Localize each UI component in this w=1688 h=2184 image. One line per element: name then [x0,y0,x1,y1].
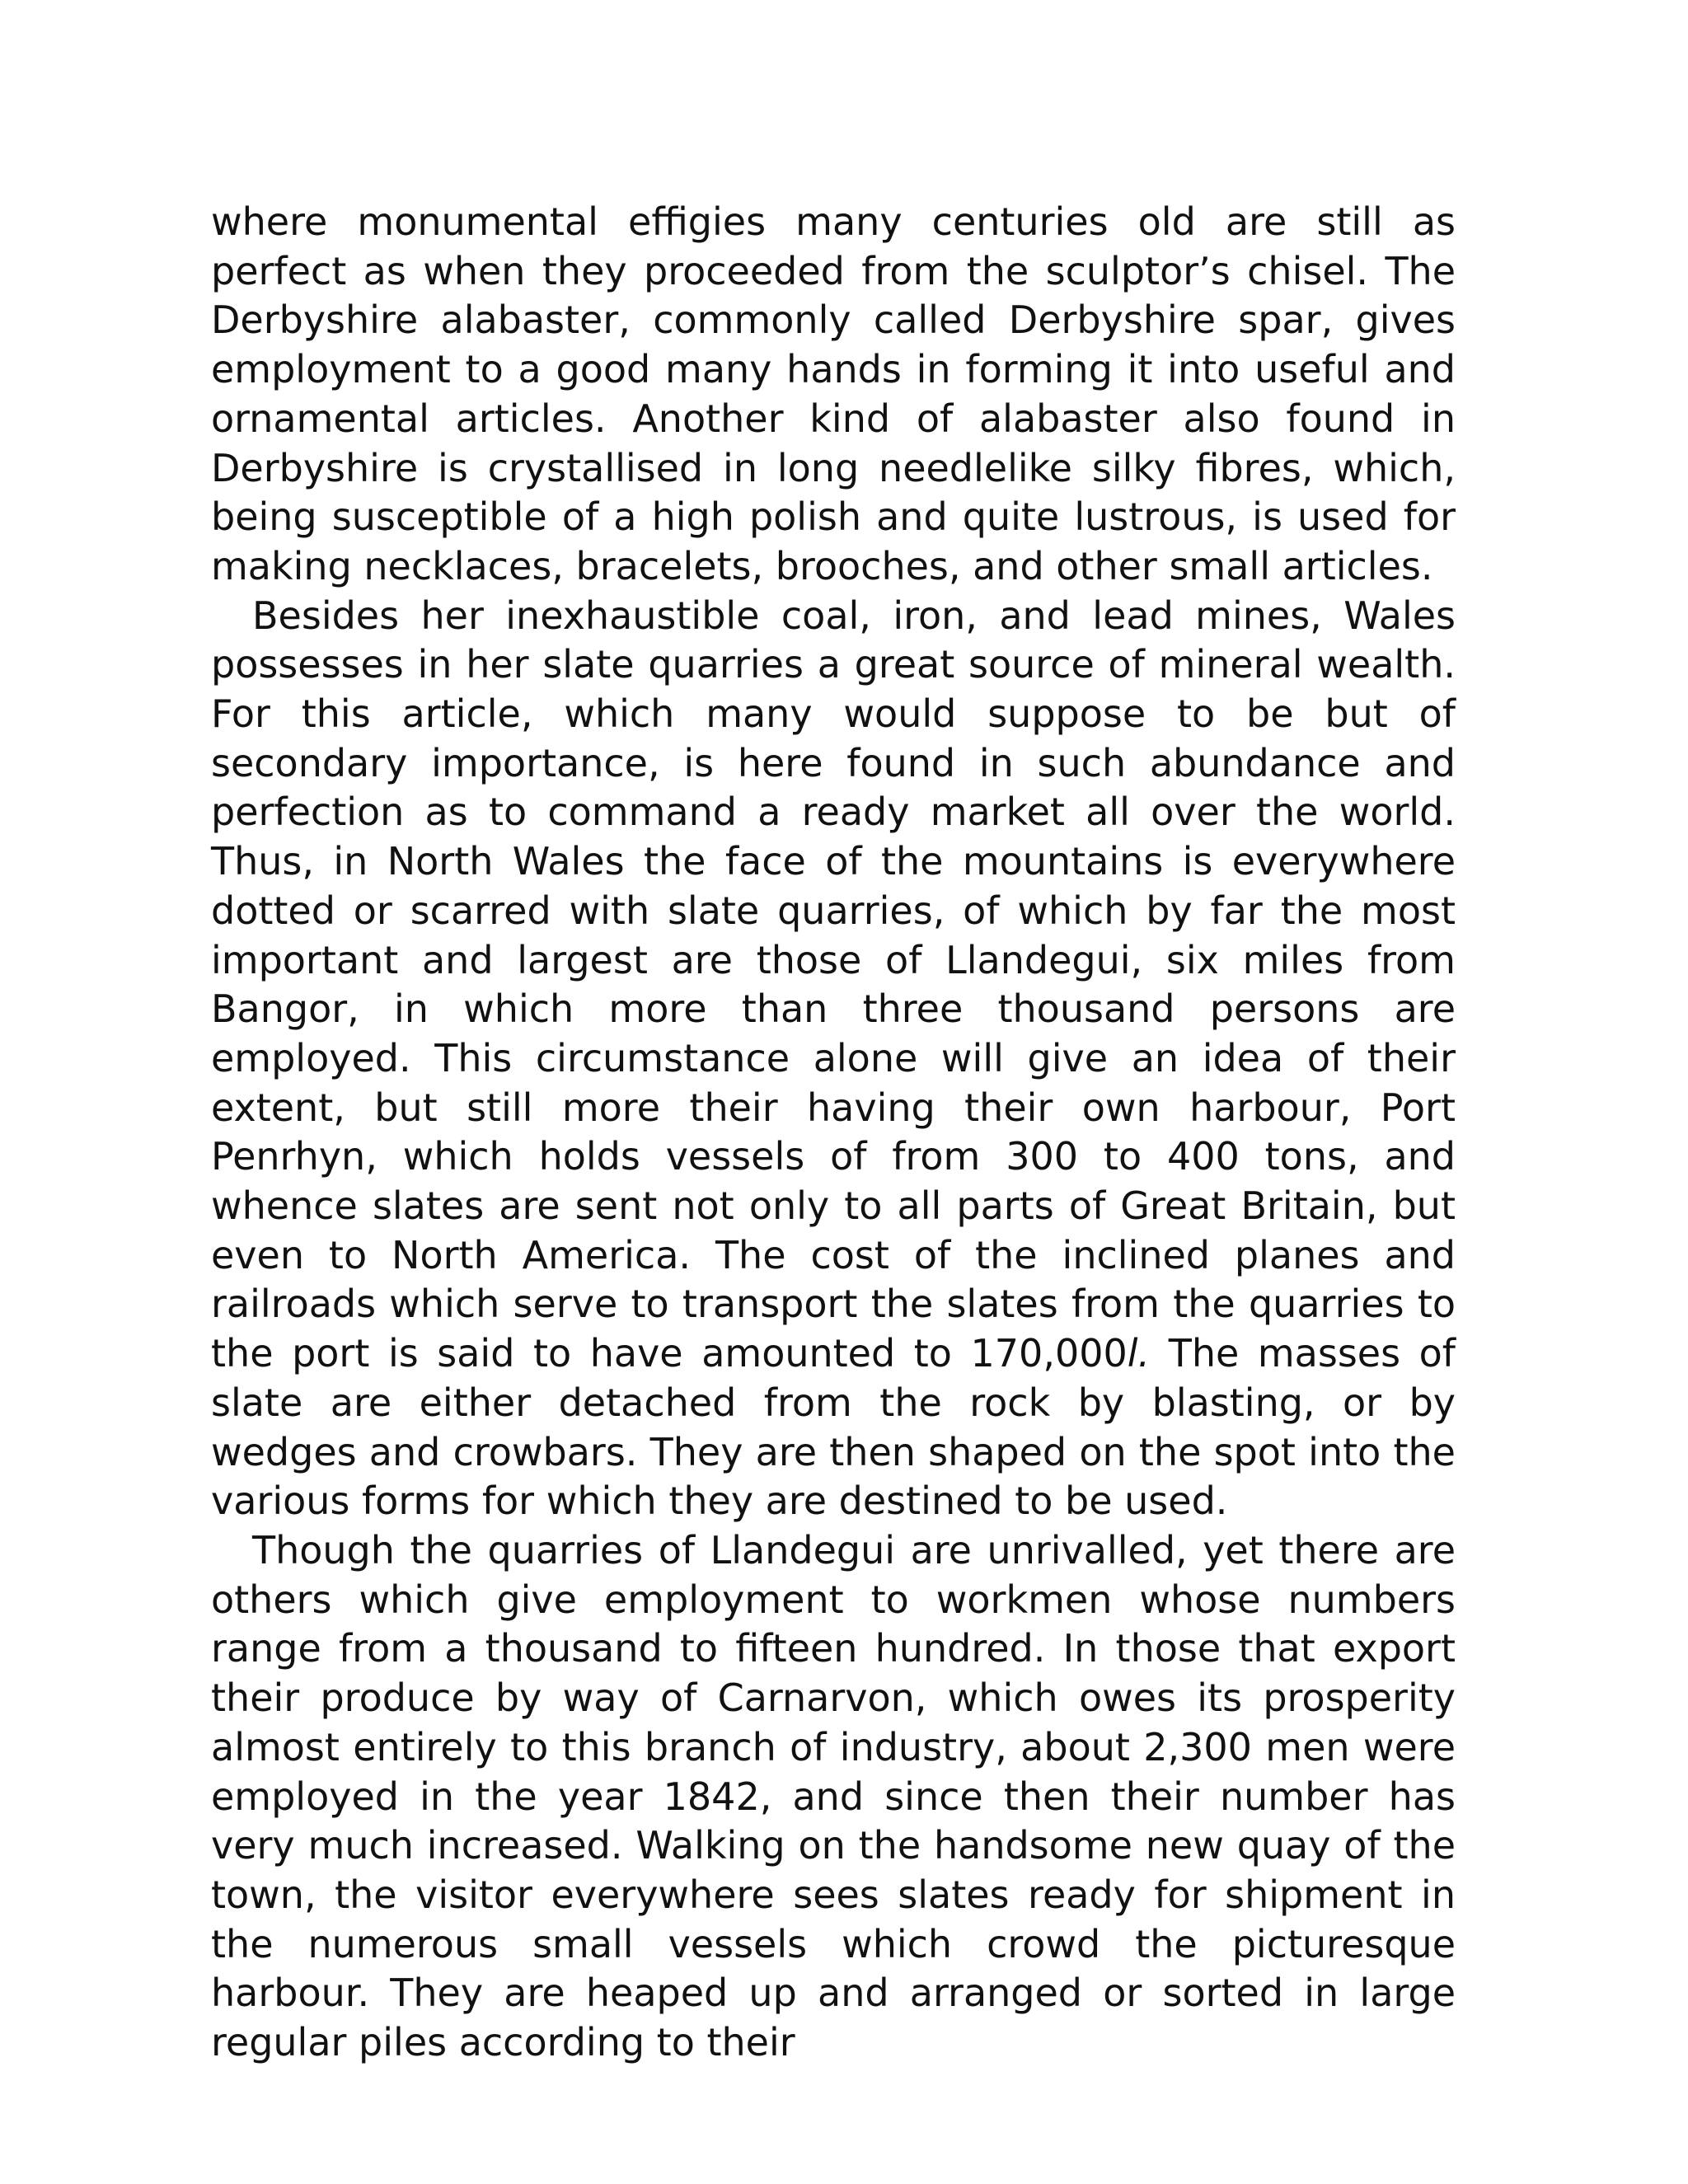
currency-unit-pound: l. [1127,1331,1151,1376]
paragraph-wales-slate-text-before: Besides her inexhaustible coal, iron, and lead mines, Wales possesses in her slate quarries a great source of mineral wealth. For this article, which many would suppose to be but of secondary importance, is here found in such abundance and perfection as to command a ready market all over the world. Thus, in North Wales the face of the mountains is everywhere dotted or scarred with slate quarries, of which by far the most important and largest are those of Llandegui, six miles from Bangor, in which more than three thousand persons are employed. This circumstance alone will give an idea of their extent, but still more their having their own harbour, Port Penrhyn, which holds vessels of from 300 to 400 tons, and whence slates are sent not only to all parts of Great Britain, but even to North America. The cost of the inclined planes and railroads which serve to transport the slates from the quarries to the port is said to have amounted to 170,000 [211,593,1456,1376]
paragraph-alabaster: where monumental effigies many centuries old are still as perfect as when they proceeded from the sculptor’s chisel. The Derbyshire alabaster, commonly called Derbyshire spar, gives employment to a good many hands in forming it into useful and ornamental articles. Another kind of alabaster also found in Derbyshire is crystallised in long needlelike silky fibres, which, being susceptible of a high polish and quite lustrous, is used for making necklaces, bracelets, brooches, and other small articles. [211,199,1456,588]
paragraph-wales-slate [211,592,1456,1526]
paragraph-llandegui-quarries: Though the quarries of Llandegui are unrivalled, yet there are others which give employment to workmen whose numbers range from a thousand to fifteen hundred. In those that export their produce by way of Carnarvon, which owes its prosperity almost entirely to this branch of industry, about 2,300 men were employed in the year 1842, and since then their number has very much increased. Walking on the handsome new quay of the town, the visitor everywhere sees slates ready for shipment in the numerous small vessels which crowd the picturesque harbour. They are heaped up and arranged or sorted in large regular piles according to their [211,1527,1456,2065]
paragraph-wales-slate-text-after: The masses of slate are either detached from the rock by blasting, or by wedges and crowbars. They are then shaped on the spot into the various forms for which they are destined to be used. [211,1331,1456,1524]
body-text [211,198,1456,2068]
